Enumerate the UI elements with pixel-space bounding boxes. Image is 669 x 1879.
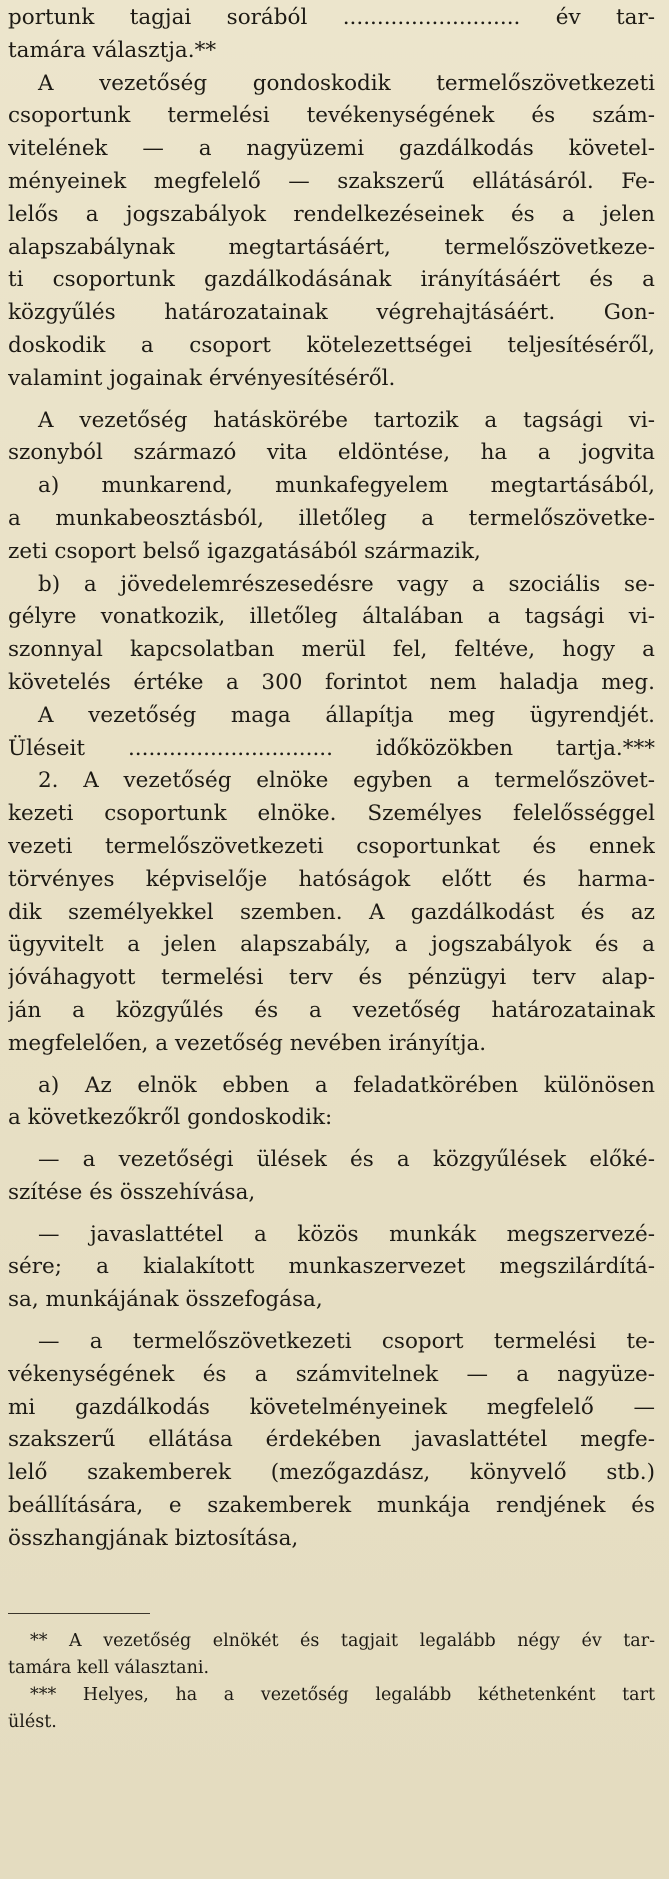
text-line: tamára választja.** [8, 37, 217, 63]
text-line: követelés értéke a 300 forintot nem haladja meg. [8, 669, 655, 695]
text-line: vezeti termelőszövetkezeti csoportunkat és ennek [8, 833, 655, 859]
text-line: A vezetőség gondoskodik termelőszövetkezeti [38, 70, 655, 96]
footnotes [8, 1628, 655, 1736]
text-line: beállítására, e szakemberek munkája rendjének és [8, 1493, 655, 1519]
text-line: A vezetőség maga állapítja meg ügyrendjét. [38, 702, 655, 728]
text-line: — a termelőszövetkezeti csoport termelési te- [38, 1329, 655, 1355]
text-line: közgyűlés határozatainak végrehajtásáért. Gon- [8, 300, 655, 326]
text-line: vékenységének és a számvitelnek — a nagyüze- [8, 1361, 655, 1387]
paragraph-dash-item-1 [8, 1144, 655, 1210]
text-line: törvényes képviselője hatóságok előtt és harma- [8, 866, 655, 892]
text-line: ti csoportunk gazdálkodásának irányításáért és a [8, 267, 655, 293]
text-line: A vezetőség hatáskörébe tartozik a tagsági vi- [38, 407, 655, 433]
text-line: csoportunk termelési tevékenységének és szám- [8, 103, 655, 129]
text-line: gélyre vonatkozik, illetőleg általában a tagsági vi- [8, 604, 655, 630]
paragraph-board-jurisdiction [8, 405, 655, 471]
paragraph-board-duties [8, 68, 655, 396]
text-line: — a vezetőségi ülések és a közgyűlések előké- [38, 1147, 655, 1173]
footnote-divider [8, 1613, 150, 1614]
text-line: megfelelően, a vezetőség nevében irányítja. [8, 1030, 487, 1056]
text-line: 2. A vezetőség elnöke egyben a termelőszövet- [38, 768, 655, 794]
paragraph-chair-duties-intro [8, 1070, 655, 1136]
body-text [8, 2, 655, 1556]
paragraph-dash-item-2 [8, 1219, 655, 1317]
text-line: sa, munkájának összefogása, [8, 1287, 323, 1313]
text-line: összhangjának biztosítása, [8, 1525, 299, 1551]
footnote-triple-asterisk [8, 1682, 655, 1736]
text-line: ** A vezetőség elnökét és tagjait legalább négy év tar- [30, 1630, 655, 1651]
text-line: kezeti csoportunk elnöke. Személyes felelősséggel [8, 801, 655, 827]
paragraph-item-b [8, 569, 655, 700]
text-line: — javaslattétel a közös munkák megszervezé- [38, 1221, 655, 1247]
text-line: szonnyal kapcsolatban merül fel, feltéve, hogy a [8, 637, 655, 663]
text-line: ülést. [8, 1711, 57, 1732]
paragraph-rules-of-procedure [8, 700, 655, 766]
text-line: dik személyekkel szemben. A gazdálkodást és az [8, 899, 655, 925]
text-line: a munkabeosztásból, illetőleg a termelőszövetke- [8, 505, 655, 531]
text-line: portunk tagjai sorából .......................... év tar- [8, 5, 655, 30]
text-line: a) munkarend, munkafegyelem megtartásából, [38, 473, 655, 499]
text-line: lelő szakemberek (mezőgazdász, könyvelő stb.) [8, 1460, 655, 1486]
text-line: ügyvitelt a jelen alapszabály, a jogszabályok és a [8, 932, 655, 958]
text-line: sére; a kialakított munkaszervezet megszilárdítá- [8, 1254, 655, 1280]
text-line: doskodik a csoport kötelezettségei teljesítéséről, [8, 332, 655, 358]
paragraph-section-2 [8, 765, 655, 1060]
text-line: a) Az elnök ebben a feladatkörében különösen [38, 1072, 655, 1098]
text-line: Üléseit .............................. időközökben tartja.*** [8, 735, 655, 761]
paragraph-item-a [8, 470, 655, 568]
text-line: tamára kell választani. [8, 1657, 210, 1678]
text-line: a következőkről gondoskodik: [8, 1105, 333, 1131]
text-line: vitelének — a nagyüzemi gazdálkodás követel- [8, 136, 655, 162]
paragraph-term-of-office [8, 2, 655, 68]
text-line: jóváhagyott termelési terv és pénzügyi terv alap- [8, 965, 655, 991]
paragraph-dash-item-3 [8, 1326, 655, 1556]
text-line: valamint jogainak érvényesítéséről. [8, 365, 396, 391]
text-line: alapszabálynak megtartásáért, termelőszövetkeze- [8, 234, 655, 260]
text-line: zeti csoport belső igazgatásából származik, [8, 538, 481, 564]
text-line: b) a jövedelemrészesedésre vagy a szociális se- [38, 571, 655, 597]
text-line: lelős a jogszabályok rendelkezéseinek és a jelen [8, 201, 655, 227]
footnote-double-asterisk [8, 1628, 655, 1682]
text-line: ján a közgyűlés és a vezetőség határozatainak [8, 997, 655, 1023]
text-line: ményeinek megfelelő — szakszerű ellátásáról. Fe- [8, 168, 655, 194]
text-line: mi gazdálkodás követelményeinek megfelelő — [8, 1394, 655, 1420]
text-line: szonyból származó vita eldöntése, ha a jogvita [8, 440, 655, 466]
text-line: szítése és összehívása, [8, 1179, 256, 1205]
text-line: szakszerű ellátása érdekében javaslattétel megfe- [8, 1427, 655, 1453]
text-line: *** Helyes, ha a vezetőség legalább kéthetenként tart [30, 1684, 655, 1705]
